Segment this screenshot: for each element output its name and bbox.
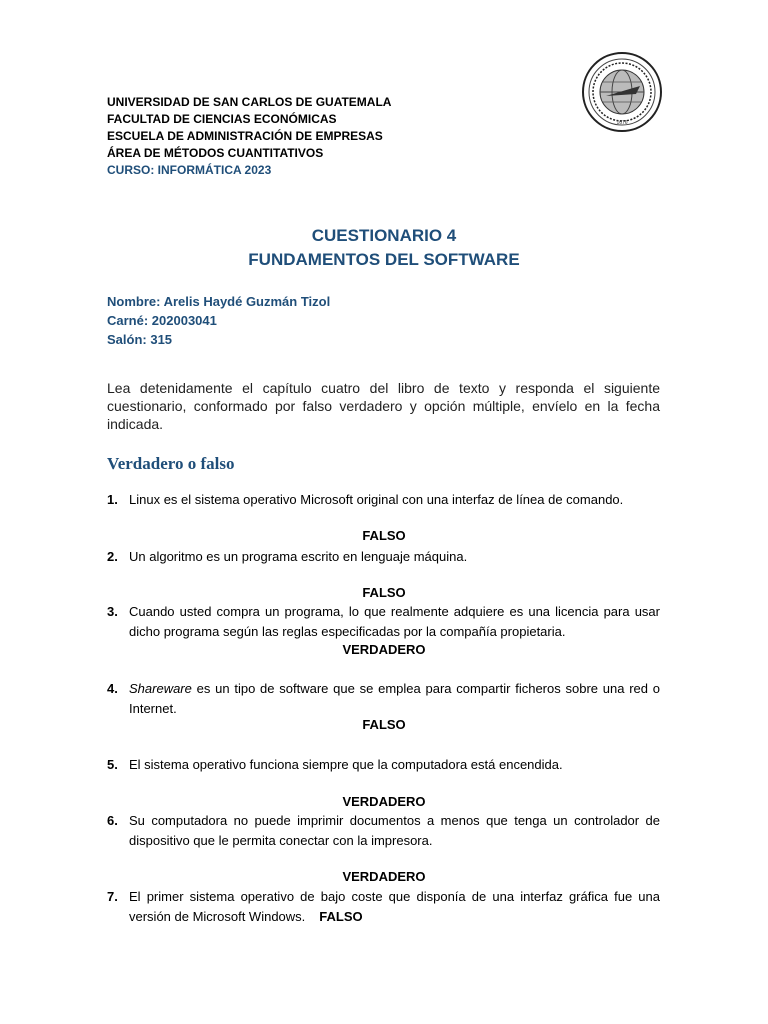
question-number: 7. <box>107 889 118 904</box>
question-number: 3. <box>107 604 118 619</box>
question-text: Cuando usted compra un programa, lo que realmente adquiere es una licencia para usar dicho programa según las reglas especificadas por la compañía propietaria. <box>129 604 660 639</box>
question-item <box>107 679 660 718</box>
question-item <box>107 602 660 641</box>
question-text <box>129 679 660 718</box>
question-number: 6. <box>107 813 118 828</box>
question-text-body: El primer sistema operativo de bajo coste que disponía de una interfaz gráfica fue una versión de Microsoft Windows. <box>129 889 660 924</box>
instructions-paragraph: Lea detenidamente el capítulo cuatro del libro de texto y responda el siguiente cuestionario, conformado por falso verdadero y opción múltiple, envíelo en la fecha indicada. <box>107 380 660 432</box>
question-text-rest: es un tipo de software que se emplea para compartir ficheros sobre una red o Internet. <box>129 681 660 716</box>
question-item <box>107 755 660 775</box>
question-number: 5. <box>107 757 118 772</box>
institution-header <box>107 94 391 179</box>
question-answer: VERDADERO <box>342 794 426 809</box>
student-salon: Salón: 315 <box>107 332 173 347</box>
question-item <box>107 811 660 850</box>
document-title: CUESTIONARIO 4 <box>311 226 457 245</box>
student-carne: Carné: 202003041 <box>107 313 217 328</box>
question-item <box>107 490 660 510</box>
university-name: UNIVERSIDAD DE SAN CARLOS DE GUATEMALA <box>107 95 392 109</box>
student-info <box>107 292 330 349</box>
question-answer: VERDADERO <box>342 869 426 884</box>
question-answer: FALSO <box>362 528 406 543</box>
svg-text:1676: 1676 <box>616 120 628 126</box>
university-seal-logo <box>582 52 662 132</box>
question-answer: VERDADERO <box>342 642 426 657</box>
course-name: CURSO: INFORMÁTICA 2023 <box>107 163 272 177</box>
question-number: 1. <box>107 492 118 507</box>
document-subtitle: FUNDAMENTOS DEL SOFTWARE <box>248 250 520 269</box>
question-answer: FALSO <box>319 908 363 924</box>
faculty-name: FACULTAD DE CIENCIAS ECONÓMICAS <box>107 112 337 126</box>
area-name: ÁREA DE MÉTODOS CUANTITATIVOS <box>107 146 324 160</box>
question-number: 4. <box>107 681 118 696</box>
question-answer: FALSO <box>362 585 406 600</box>
question-text: El sistema operativo funciona siempre que la computadora está encendida. <box>129 757 563 772</box>
question-text: Su computadora no puede imprimir documentos a menos que tenga un controlador de dispositivo que le permita conectar con la impresora. <box>129 813 660 848</box>
question-number: 2. <box>107 549 118 564</box>
question-text <box>129 887 660 926</box>
question-text: Linux es el sistema operativo Microsoft original con una interfaz de línea de comando. <box>129 492 624 507</box>
school-name: ESCUELA DE ADMINISTRACIÓN DE EMPRESAS <box>107 129 383 143</box>
question-italic-term: Shareware <box>129 681 192 696</box>
question-text: Un algoritmo es un programa escrito en lenguaje máquina. <box>129 549 468 564</box>
section-title: Verdadero o falso <box>107 454 235 473</box>
question-item <box>107 547 660 567</box>
question-answer: FALSO <box>362 717 406 732</box>
student-name: Nombre: Arelis Haydé Guzmán Tizol <box>107 294 331 309</box>
question-item <box>107 887 660 926</box>
